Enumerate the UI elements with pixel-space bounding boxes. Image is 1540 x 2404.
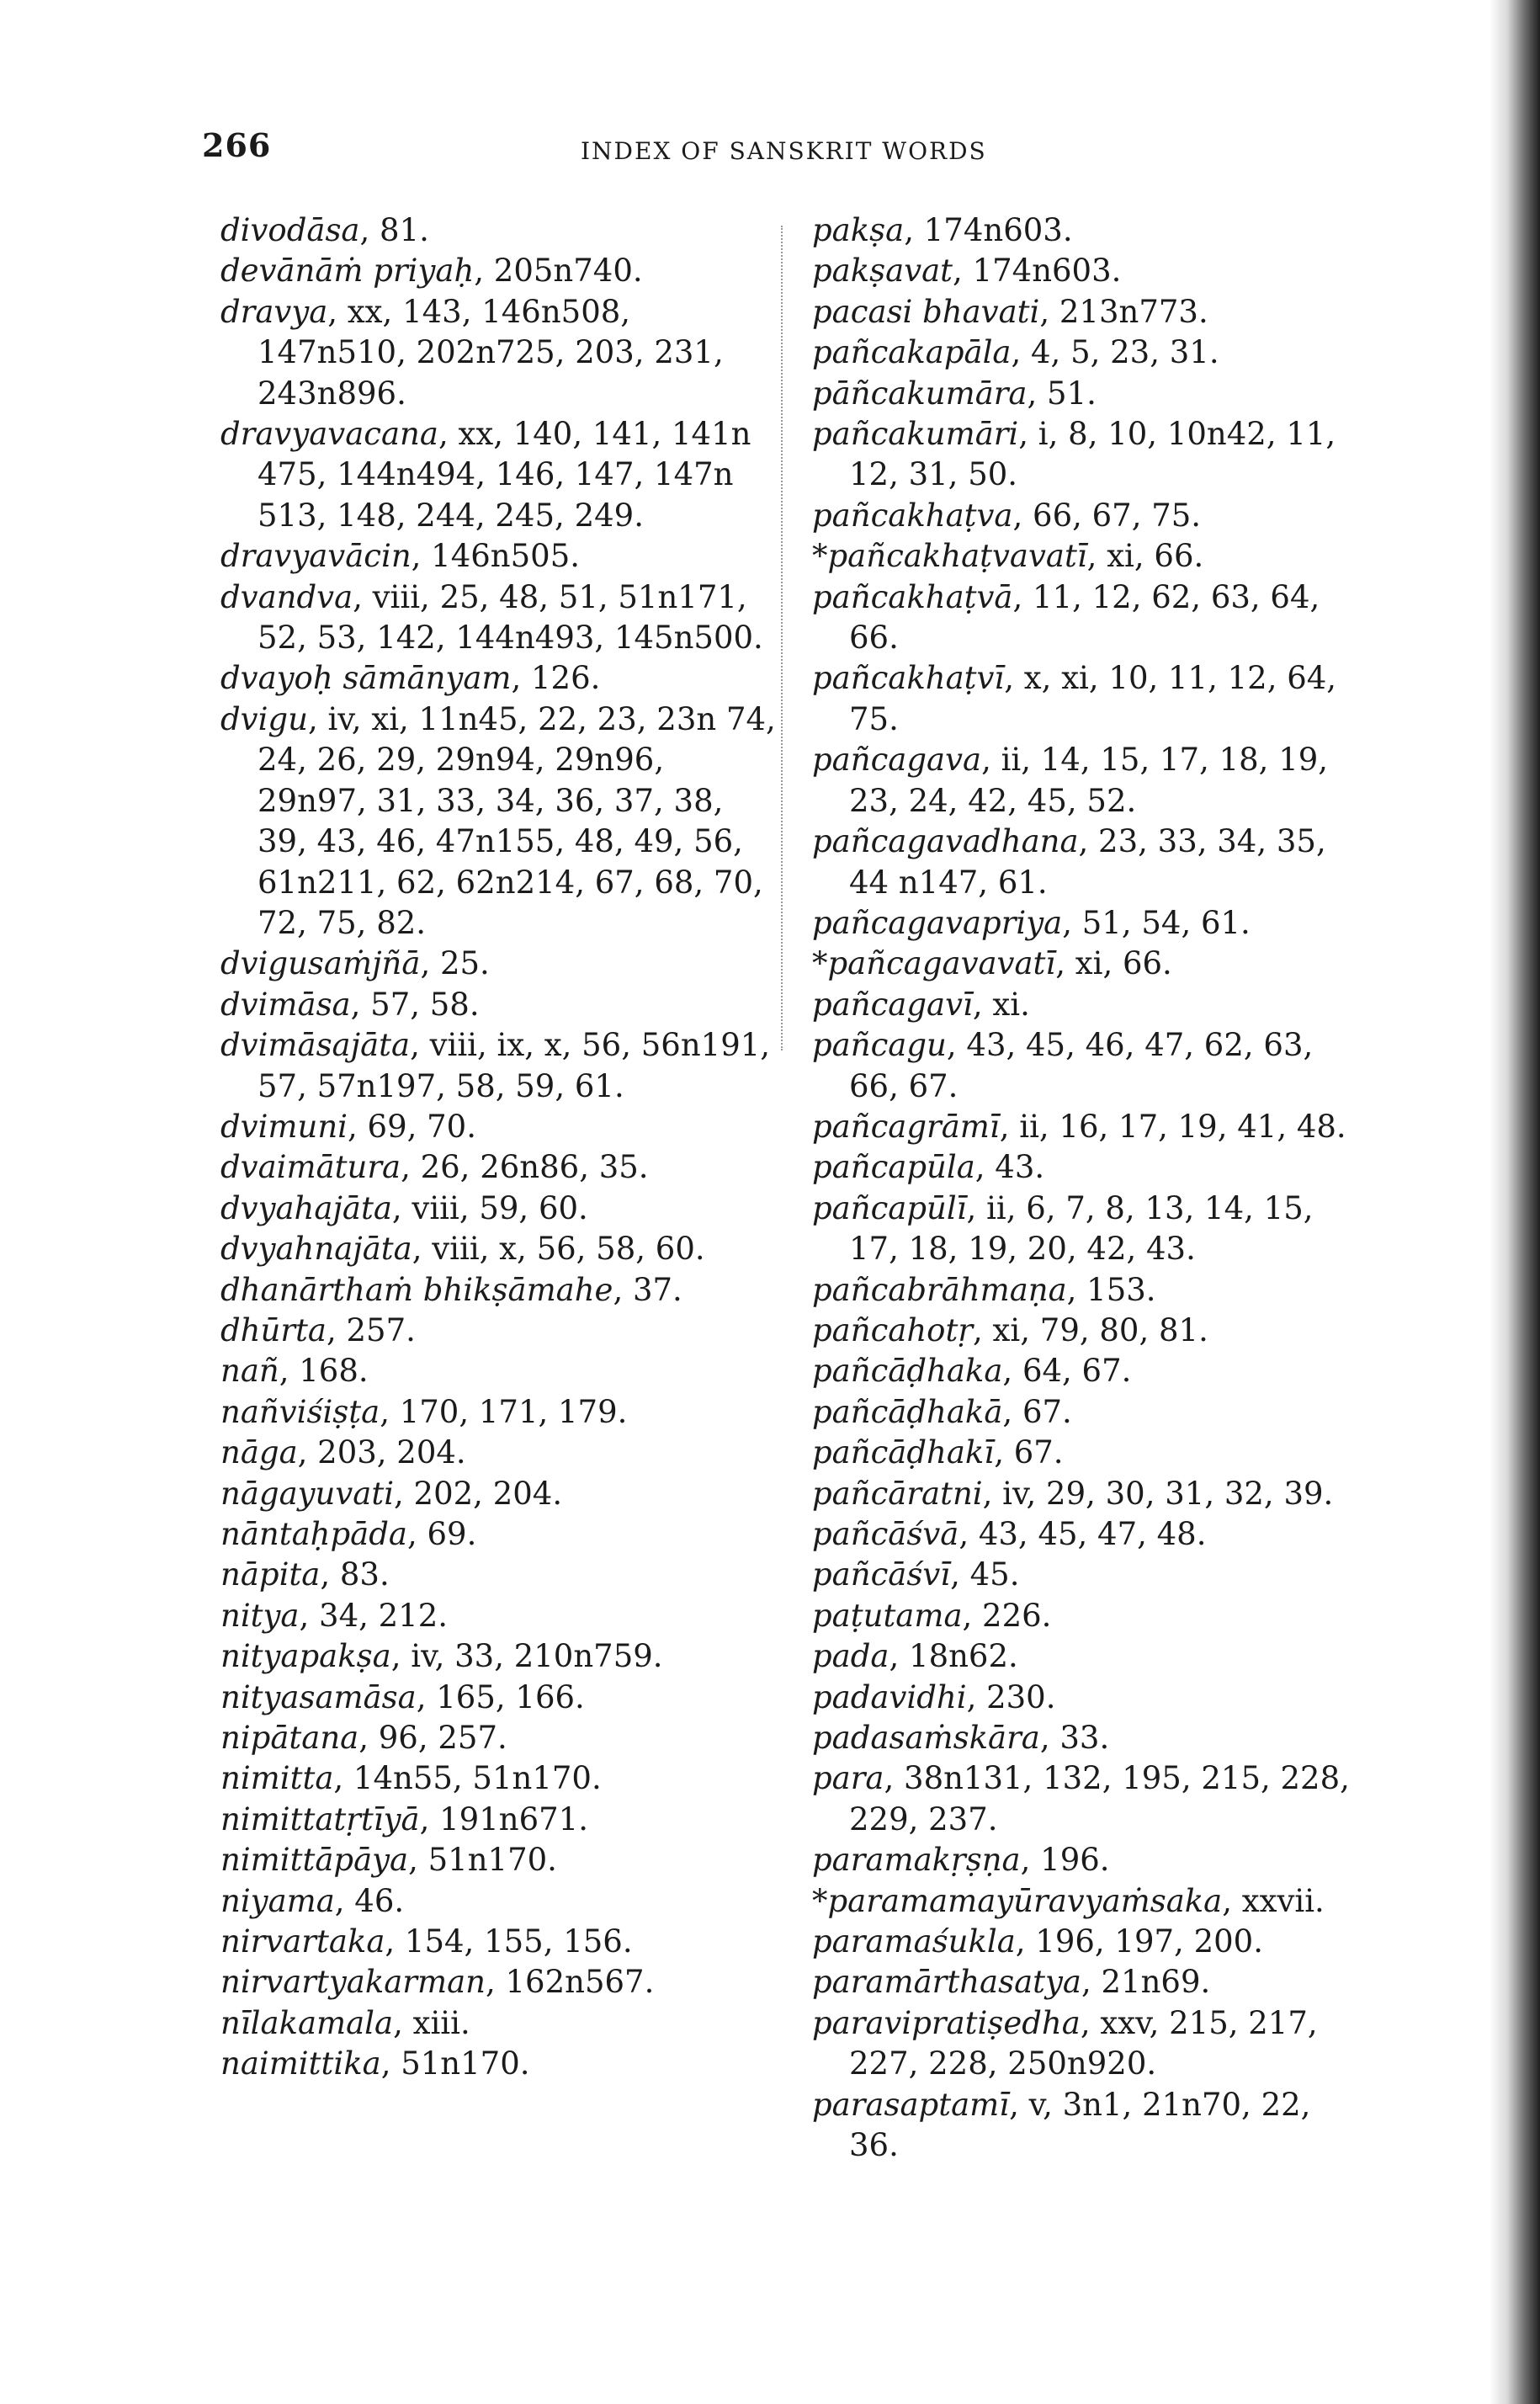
- index-entry: [812, 2085, 1367, 2167]
- headword: pacasi bhavati: [812, 293, 1040, 330]
- index-entry: [220, 1189, 776, 1229]
- headword: nityapakṣa: [220, 1638, 391, 1675]
- page-references: , 170, 171, 179.: [380, 1393, 628, 1430]
- page-references: , xi, 79, 80, 81.: [973, 1311, 1208, 1348]
- index-entry: [220, 1514, 776, 1555]
- headword: dvaimātura: [220, 1149, 401, 1186]
- headword: nāga: [220, 1434, 298, 1471]
- index-entry: [220, 1270, 776, 1311]
- index-entry: [220, 1392, 776, 1433]
- index-entry: [812, 292, 1367, 332]
- index-entry: [220, 1636, 776, 1677]
- index-entry: [220, 1758, 776, 1799]
- page-references: , 51n170.: [380, 2045, 530, 2082]
- index-entry: [220, 1596, 776, 1636]
- headword: dhanārthaṁ bhikṣāmahe: [220, 1271, 613, 1308]
- page-references: , 174n603.: [953, 253, 1122, 290]
- headword: nimittāpāya: [220, 1842, 409, 1879]
- index-entry: [812, 251, 1367, 291]
- index-entry: [812, 1107, 1367, 1147]
- headword: nañ: [220, 1353, 279, 1390]
- index-entry: [220, 1840, 776, 1880]
- page-references: , 69.: [406, 1516, 477, 1552]
- index-entry: [812, 985, 1367, 1025]
- index-entry: [812, 1636, 1367, 1677]
- headword: nāntaḥpāda: [220, 1516, 407, 1552]
- page-references: , 126.: [511, 660, 601, 697]
- page-references: , 203, 204.: [297, 1434, 466, 1471]
- headword: nitya: [220, 1597, 300, 1634]
- headword: pakṣavat: [812, 253, 953, 290]
- headword: dvyahnajāta: [220, 1231, 412, 1268]
- page-references: , 14n55, 51n170.: [333, 1760, 602, 1797]
- index-entry: [812, 1881, 1367, 1922]
- page-references: , 213n773.: [1039, 293, 1208, 330]
- headword: *pañcagavavatī: [812, 945, 1056, 982]
- index-entry: [220, 2003, 776, 2044]
- page-references: , 51.: [1027, 375, 1097, 412]
- headword: pañcagavī: [812, 986, 973, 1023]
- page-references: , 38n131, 132, 195, 215, 228, 229, 237.: [849, 1760, 1350, 1838]
- headword: pañcapūlī: [812, 1189, 967, 1226]
- page-references: , ii, 6, 7, 8, 13, 14, 15, 17, 18, 19, 20, 42, 43.: [849, 1189, 1314, 1268]
- index-column-right: [812, 210, 1367, 2167]
- headword: nimittatṛtīyā: [220, 1800, 420, 1838]
- page-references: , 18n62.: [889, 1638, 1018, 1675]
- page-references: , 34, 212.: [299, 1597, 449, 1634]
- index-entry: [220, 1881, 776, 1922]
- index-entry: [812, 332, 1367, 373]
- index-entry: [220, 210, 776, 251]
- running-head-title: INDEX OF SANSKRIT WORDS: [581, 137, 987, 165]
- headword: niyama: [220, 1882, 335, 1919]
- page-references: , 26, 26n86, 35.: [401, 1149, 649, 1186]
- headword: dravya: [220, 293, 328, 330]
- page-references: , i, 8, 10, 10n42, 11, 12, 31, 50.: [849, 416, 1336, 493]
- page-references: , 45.: [950, 1556, 1020, 1593]
- index-entry: [812, 374, 1367, 414]
- page-references: , 37.: [613, 1271, 682, 1308]
- page-references: , 69, 70.: [348, 1108, 476, 1145]
- index-entry: [812, 903, 1367, 944]
- index-entry: [220, 292, 776, 414]
- index-entry: [220, 536, 776, 577]
- headword: dvimāsa: [220, 986, 351, 1023]
- headword: padavidhi: [812, 1678, 967, 1715]
- index-entry: [812, 577, 1367, 659]
- index-entry: [812, 822, 1367, 903]
- index-entry: [812, 1270, 1367, 1311]
- page-references: , 33.: [1039, 1720, 1110, 1757]
- page-references: , 4, 5, 23, 31.: [1011, 334, 1219, 371]
- headword: dvigu: [220, 700, 308, 737]
- index-entry: [812, 740, 1367, 822]
- page-references: , 202, 204.: [394, 1475, 563, 1512]
- headword: pañcakhaṭvā: [812, 578, 1013, 615]
- headword: pañcāḍhakā: [812, 1393, 1003, 1430]
- page-references: , 196, 197, 200.: [1015, 1923, 1263, 1960]
- index-entry: [220, 699, 776, 944]
- headword: nañviśiṣṭa: [220, 1393, 380, 1430]
- index-entry: [220, 1433, 776, 1473]
- page-references: , 205n740.: [474, 253, 643, 290]
- index-entry: [220, 1678, 776, 1718]
- page-references: , xxvii.: [1222, 1882, 1325, 1919]
- page-references: , 153.: [1066, 1271, 1156, 1308]
- headword: dvandva: [220, 578, 353, 615]
- index-entry: [812, 1840, 1367, 1880]
- headword: devānāṁ priyaḥ: [220, 253, 475, 290]
- page-references: , 51, 54, 61.: [1062, 904, 1251, 941]
- headword: pañcakhaṭva: [812, 497, 1013, 534]
- page-references: , ii, 16, 17, 19, 41, 48.: [999, 1108, 1346, 1145]
- headword: pañcagu: [812, 1027, 947, 1064]
- headword: dhūrta: [220, 1311, 327, 1348]
- index-entry: [812, 1718, 1367, 1758]
- page-references: , 43, 45, 46, 47, 62, 63, 66, 67.: [849, 1027, 1314, 1104]
- headword: pañcakumāri: [812, 416, 1019, 453]
- headword: *paramamayūravyaṁsaka: [812, 1882, 1223, 1919]
- page-references: , xiii.: [393, 2004, 470, 2041]
- headword: pāñcakumāra: [812, 375, 1028, 412]
- index-entry: [220, 1107, 776, 1147]
- page-references: , 257.: [326, 1311, 416, 1348]
- headword: dvyahajāta: [220, 1189, 392, 1226]
- page-references: , xi, 66.: [1055, 945, 1172, 982]
- page-references: , 25.: [420, 945, 490, 982]
- index-entry: [812, 1025, 1367, 1107]
- page-references: , 162n567.: [485, 1964, 655, 2001]
- headword: dvigusaṁjñā: [220, 945, 421, 982]
- index-entry: [812, 536, 1367, 577]
- page-references: , xx, 140, 141, 141n 475, 144n494, 146, 147, 147n 513, 148, 244, 245, 249.: [258, 416, 751, 534]
- page-references: , 21n69.: [1081, 1964, 1211, 2001]
- page-edge-shadow: [1490, 0, 1540, 2404]
- index-entry: [812, 1758, 1367, 1840]
- page-references: , 66, 67, 75.: [1012, 497, 1202, 534]
- column-divider: [781, 226, 783, 1050]
- index-entry: [812, 496, 1367, 536]
- headword: pañcāśvā: [812, 1516, 959, 1552]
- index-entry: [220, 985, 776, 1025]
- headword: pañcagrāmī: [812, 1108, 1000, 1145]
- index-entry: [812, 658, 1367, 740]
- index-entry: [812, 414, 1367, 496]
- page-references: , iv, xi, 11n45, 22, 23, 23n 74, 24, 26, 29, 29n94, 29n96, 29n97, 31, 33, 34, 36, 37, 38, 39, 43, 46, 47n155, 48, 49, 56, 61n211, 62, 62n214, 67, 68, 70, 72, 75, 82.: [258, 700, 776, 941]
- index-entry: [812, 1433, 1367, 1473]
- page-references: , x, xi, 10, 11, 12, 64, 75.: [849, 660, 1337, 737]
- index-entry: [220, 1922, 776, 1962]
- index-entry: [812, 1189, 1367, 1270]
- page-references: , 83.: [320, 1556, 390, 1593]
- headword: paramakṛṣṇa: [812, 1842, 1021, 1879]
- headword: pañcāḍhaka: [812, 1353, 1003, 1390]
- index-entry: [220, 1718, 776, 1758]
- index-entry: [812, 2003, 1367, 2085]
- index-entry: [220, 944, 776, 984]
- headword: dvimuni: [220, 1108, 348, 1145]
- index-entry: [220, 2044, 776, 2084]
- headword: nimitta: [220, 1760, 334, 1797]
- headword: pada: [812, 1638, 889, 1675]
- headword: dvayoḥ sāmānyam: [220, 660, 512, 697]
- page-references: , 46.: [334, 1882, 405, 1919]
- headword: pañcāḍhakī: [812, 1434, 995, 1471]
- page-references: , 67.: [994, 1434, 1064, 1471]
- index-entry: [220, 251, 776, 291]
- headword: pañcāśvī: [812, 1556, 951, 1593]
- page-references: , 96, 257.: [358, 1720, 507, 1757]
- headword: pañcapūla: [812, 1149, 975, 1186]
- page-references: , 81.: [359, 212, 429, 248]
- headword: pañcabrāhmaṇa: [812, 1271, 1067, 1308]
- headword: pañcāratni: [812, 1475, 983, 1512]
- page-references: , 230.: [966, 1678, 1056, 1715]
- page-references: , 57, 58.: [350, 986, 480, 1023]
- index-entry: [812, 1922, 1367, 1962]
- page-references: , viii, 25, 48, 51, 51n171, 52, 53, 142, 144n493, 145n500.: [258, 578, 763, 657]
- page-references: , v, 3n1, 21n70, 22, 36.: [849, 2086, 1311, 2164]
- index-entry: [220, 1555, 776, 1595]
- index-entry: [220, 1962, 776, 2002]
- page-references: , viii, 59, 60.: [391, 1189, 588, 1226]
- index-entry: [812, 1311, 1367, 1351]
- headword: nīlakamala: [220, 2004, 394, 2041]
- page-references: , 174n603.: [904, 212, 1073, 248]
- index-entry: [220, 1800, 776, 1840]
- index-entry: [812, 1351, 1367, 1391]
- headword: para: [812, 1760, 884, 1797]
- headword: divodāsa: [220, 212, 360, 248]
- index-entry: [812, 1596, 1367, 1636]
- page-references: , 196.: [1020, 1842, 1110, 1879]
- headword: padasaṁskāra: [812, 1720, 1040, 1757]
- page-references: , xx, 143, 146n508, 147n510, 202n725, 203, 231, 243n896.: [258, 293, 724, 412]
- headword: nityasamāsa: [220, 1678, 417, 1715]
- page-references: , 165, 166.: [416, 1678, 585, 1715]
- headword: naimittika: [220, 2045, 381, 2082]
- page-references: , 226.: [962, 1597, 1052, 1634]
- headword: nāpita: [220, 1556, 321, 1593]
- index-entry: [812, 1555, 1367, 1595]
- page-references: , xi, 66.: [1086, 538, 1204, 575]
- index-entry: [812, 1474, 1367, 1514]
- page-references: , 146n505.: [411, 538, 581, 575]
- page-references: , 51n170.: [408, 1842, 557, 1879]
- page-references: , viii, ix, x, 56, 56n191, 57, 57n197, 58, 59, 61.: [258, 1027, 771, 1104]
- index-entry: [220, 1351, 776, 1391]
- index-entry: [812, 944, 1367, 984]
- headword: nirvartyakarman: [220, 1964, 486, 2001]
- index-entry: [812, 210, 1367, 251]
- headword: pañcagavadhana: [812, 823, 1079, 860]
- headword: paramārthasatya: [812, 1964, 1081, 2001]
- page-references: , xxv, 215, 217, 227, 228, 250n920.: [849, 2004, 1318, 2082]
- headword: nirvartaka: [220, 1923, 385, 1960]
- page-references: , 154, 155, 156.: [385, 1923, 633, 1960]
- headword: parasaptamī: [812, 2086, 1010, 2123]
- page-references: , 191n671.: [419, 1800, 588, 1838]
- headword: pañcagavapriya: [812, 904, 1063, 941]
- headword: pañcagava: [812, 742, 982, 779]
- index-entry: [220, 1311, 776, 1351]
- headword: paravipratiṣedha: [812, 2004, 1081, 2041]
- page-references: , 43.: [974, 1149, 1045, 1186]
- headword: paramaśukla: [812, 1923, 1016, 1960]
- headword: nāgayuvati: [220, 1475, 395, 1512]
- page-references: , 11, 12, 62, 63, 64, 66.: [849, 578, 1320, 657]
- index-entry: [220, 414, 776, 536]
- headword: pakṣa: [812, 212, 905, 248]
- index-entry: [220, 658, 776, 699]
- index-entry: [812, 1962, 1367, 2002]
- page-references: , xi.: [972, 986, 1030, 1023]
- headword: nipātana: [220, 1720, 359, 1757]
- page-references: , 43, 45, 47, 48.: [959, 1516, 1207, 1552]
- index-entry: [220, 1025, 776, 1107]
- page-number: 266: [202, 126, 272, 164]
- page-references: , iv, 33, 210n759.: [390, 1638, 663, 1675]
- index-entry: [220, 1229, 776, 1269]
- page-references: , 168.: [279, 1353, 369, 1390]
- headword: dravyavacana: [220, 416, 438, 453]
- page-references: , iv, 29, 30, 31, 32, 39.: [982, 1475, 1334, 1512]
- index-entry: [812, 1514, 1367, 1555]
- headword: paṭutama: [812, 1597, 963, 1634]
- headword: pañcakapāla: [812, 334, 1012, 371]
- headword: dravyavācin: [220, 538, 412, 575]
- page-references: , 23, 33, 34, 35, 44 n147, 61.: [849, 823, 1326, 901]
- index-entry: [812, 1147, 1367, 1188]
- index-column-left: [220, 210, 776, 2085]
- headword: *pañcakhaṭvavatī: [812, 538, 1087, 575]
- index-entry: [812, 1678, 1367, 1718]
- index-entry: [812, 1392, 1367, 1433]
- headword: pañcakhaṭvī: [812, 660, 1005, 697]
- page-references: , 64, 67.: [1002, 1353, 1132, 1390]
- page-references: , 67.: [1002, 1393, 1072, 1430]
- page-references: , viii, x, 56, 58, 60.: [412, 1231, 705, 1268]
- index-entry: [220, 1474, 776, 1514]
- headword: pañcahotṛ: [812, 1311, 974, 1348]
- page-references: , ii, 14, 15, 17, 18, 19, 23, 24, 42, 45, 52.: [849, 742, 1329, 819]
- headword: dvimāsajāta: [220, 1027, 411, 1064]
- index-entry: [220, 1147, 776, 1188]
- index-entry: [220, 577, 776, 659]
